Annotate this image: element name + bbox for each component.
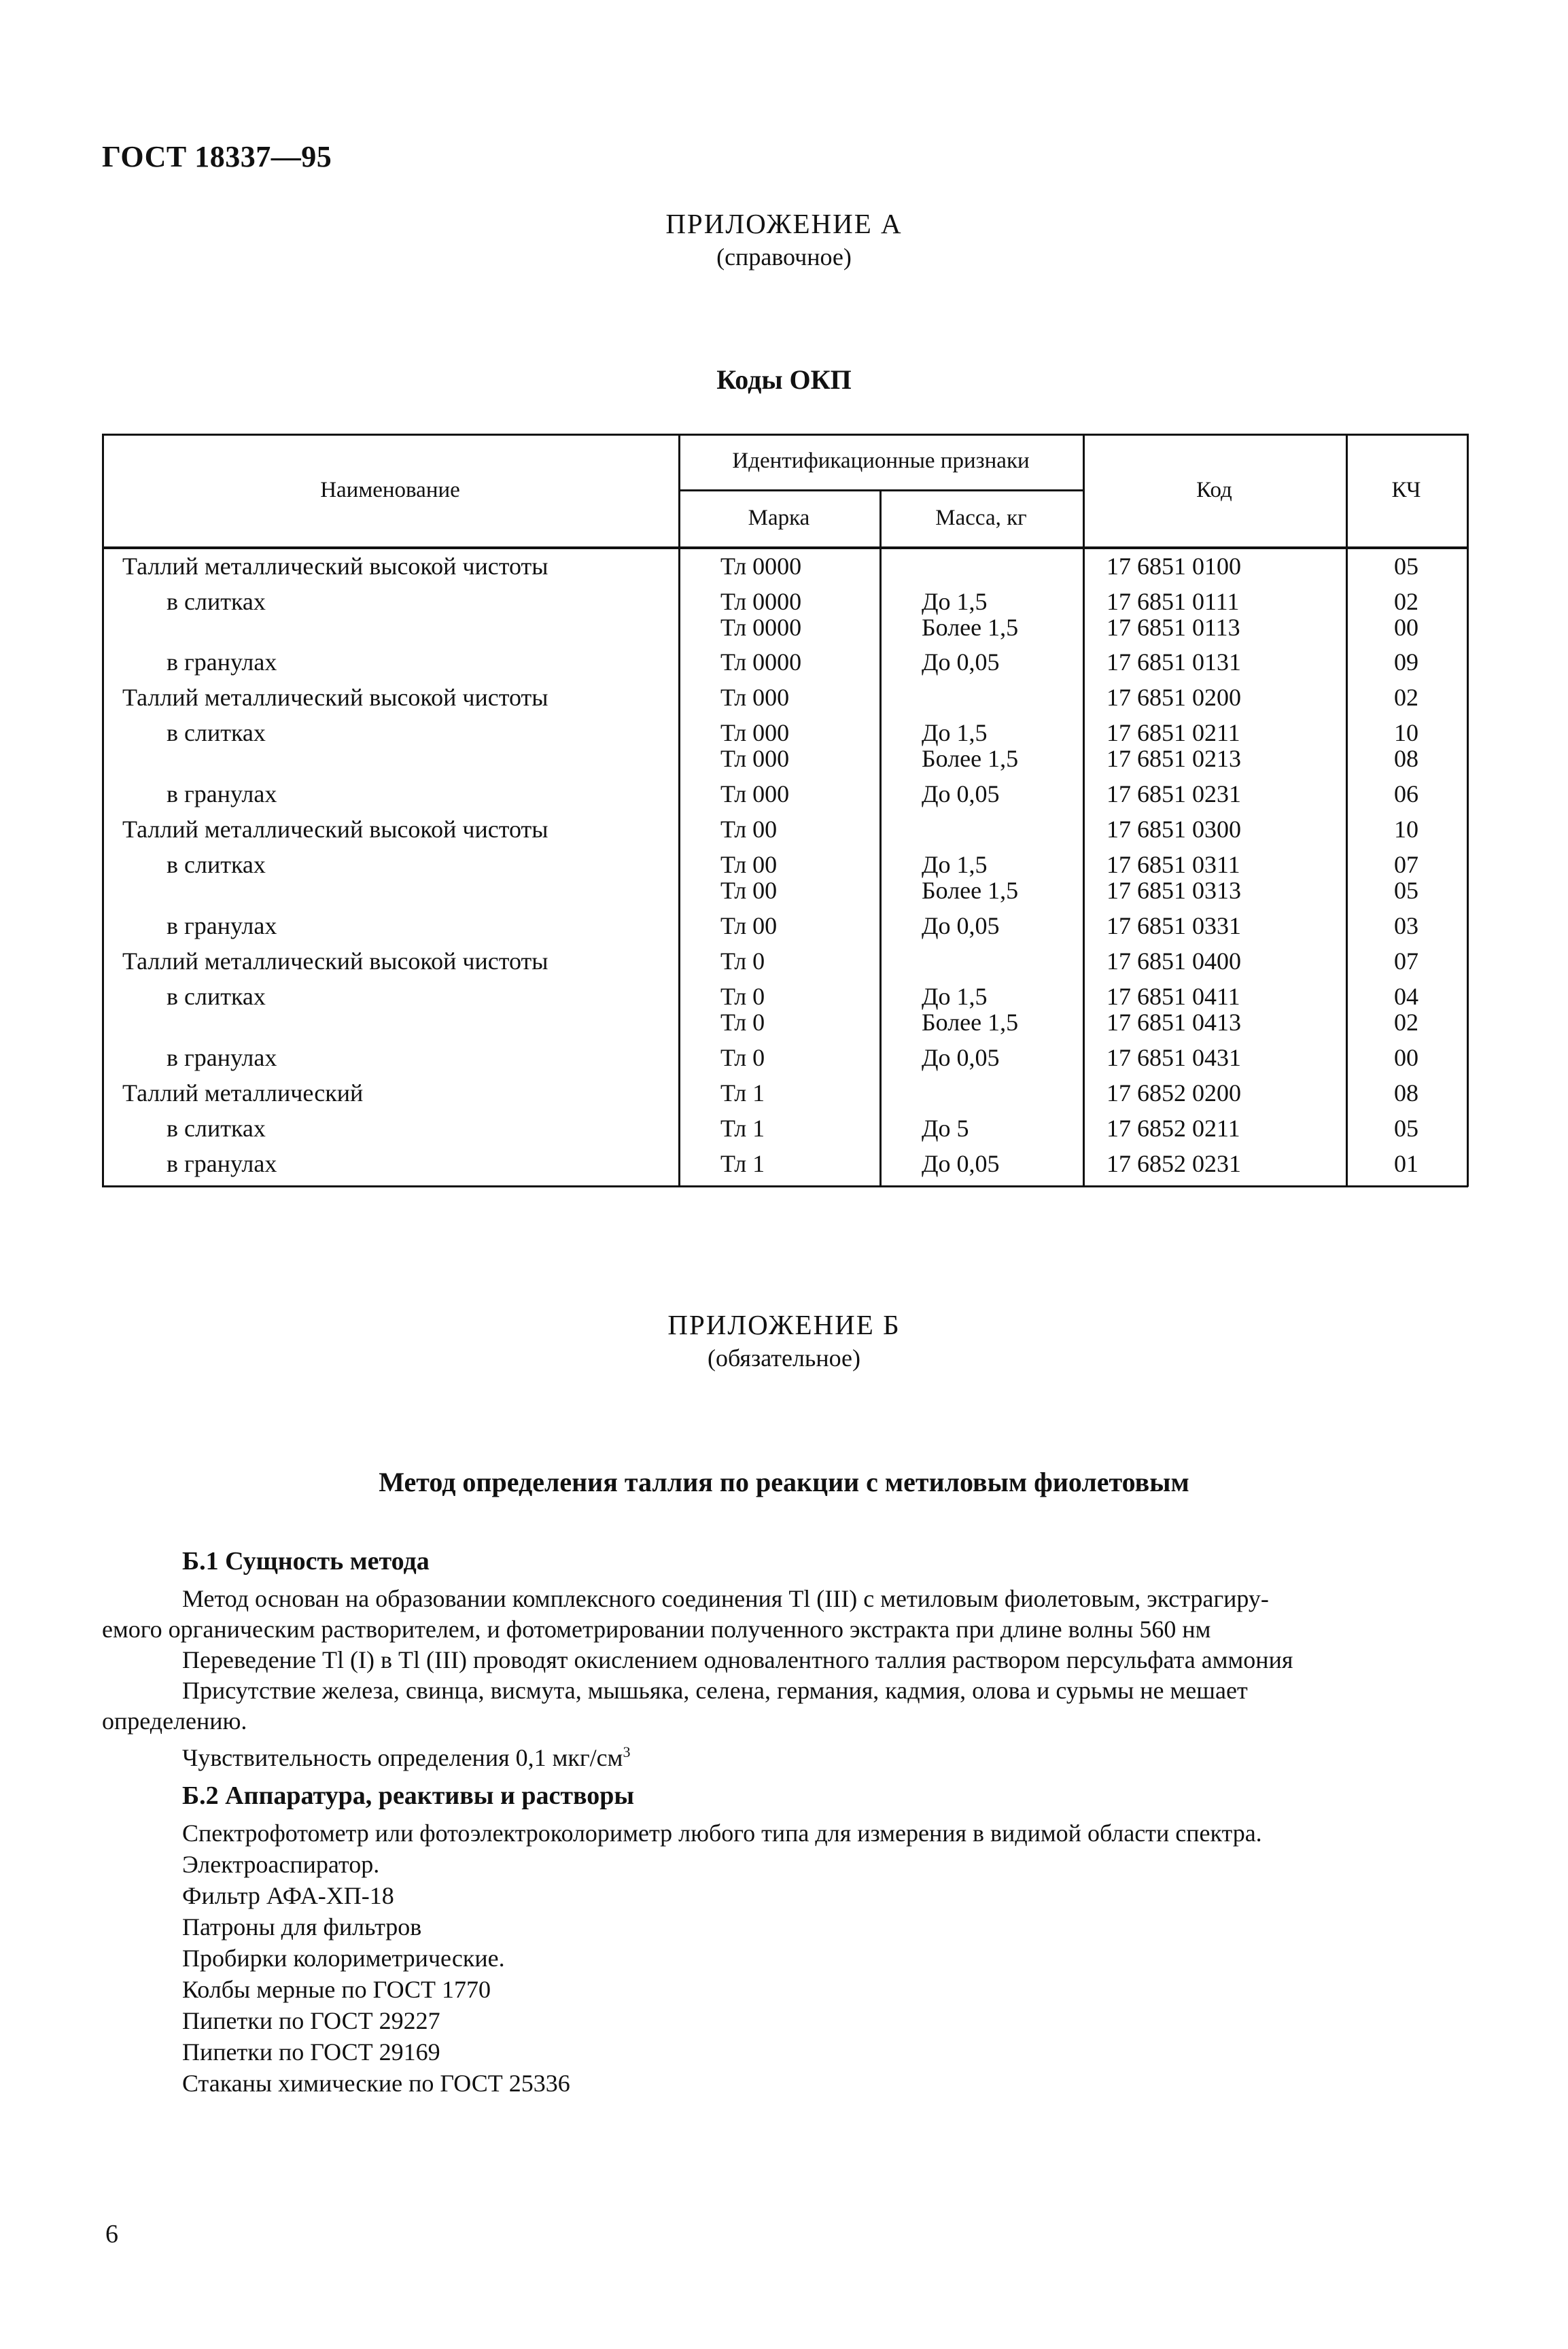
table-cell-mass: Более 1,5 (922, 745, 1019, 772)
table-cell-code: 17 6851 0431 (1107, 1044, 1241, 1071)
table-cell-kch: 07 (1394, 947, 1418, 975)
section-b1-p4 (182, 1737, 630, 1773)
section-b2-title: Б.2 Аппаратура, реактивы и растворы (182, 1781, 635, 1810)
table-cell-grade: Тл 1 (720, 1150, 765, 1177)
table-cell-mass: Более 1,5 (922, 877, 1019, 904)
table-cell-grade: Тл 0 (720, 947, 765, 975)
table-cell-mass: До 1,5 (922, 588, 988, 615)
table-cell-grade: Тл 0000 (720, 648, 802, 676)
table-cell-name: Таллий металлический (122, 1079, 364, 1107)
header-features: Идентификационные признаки (732, 449, 1030, 473)
table-right-border (1467, 434, 1469, 1187)
appendix-b-title: ПРИЛОЖЕНИЕ Б (667, 1309, 901, 1340)
page-number: 6 (105, 2220, 118, 2248)
table-cell-name: Таллий металлический высокой чистоты (122, 816, 548, 843)
table-cell-kch: 10 (1394, 816, 1418, 843)
section-b2-item: Пипетки по ГОСТ 29227 (182, 2007, 440, 2034)
section-b2-item: Электроаспиратор. (182, 1851, 380, 1878)
table-cell-kch: 02 (1394, 1009, 1418, 1036)
appendix-a-heading: Коды ОКП (716, 364, 852, 395)
section-b1-p1-line1: Метод основан на образовании комплексного соединения Tl (III) с метиловым фиолетовым, экстрагиру- (182, 1585, 1269, 1612)
section-b1-p1-line2: емого органическим растворителем, и фотометрировании полученного экстракта при длине волны 560 нм (102, 1616, 1211, 1643)
table-cell-name: в гранулах (167, 1150, 277, 1177)
table-cell-grade: Тл 000 (720, 684, 790, 711)
table-cell-grade: Тл 0000 (720, 553, 802, 580)
table-cell-kch: 08 (1394, 1079, 1418, 1107)
table-cell-kch: 02 (1394, 588, 1418, 615)
table-cell-name: Таллий металлический высокой чистоты (122, 684, 548, 711)
table-cell-code: 17 6851 0313 (1107, 877, 1241, 904)
table-top-border (102, 434, 1468, 436)
table-cell-kch: 09 (1394, 648, 1418, 676)
table-cell-kch: 00 (1394, 1044, 1418, 1071)
table-cell-grade: Тл 00 (720, 816, 778, 843)
header-name: Наименование (320, 478, 460, 502)
table-cell-kch: 05 (1394, 553, 1418, 580)
standard-id: ГОСТ 18337—95 (102, 140, 332, 173)
table-cell-code: 17 6852 0200 (1107, 1079, 1241, 1107)
table-cell-mass: До 1,5 (922, 983, 988, 1010)
section-b2-item: Пипетки по ГОСТ 29169 (182, 2038, 440, 2066)
table-cell-mass: До 0,05 (922, 780, 1000, 807)
table-cell-code: 17 6851 0211 (1107, 719, 1240, 746)
col-divider-code (1083, 434, 1085, 1187)
table-cell-kch: 05 (1394, 877, 1418, 904)
table-cell-grade: Тл 00 (720, 912, 778, 939)
header-code: Код (1196, 478, 1232, 502)
table-cell-grade: Тл 0 (720, 983, 765, 1010)
appendix-a-subtitle: (справочное) (716, 243, 852, 271)
table-cell-code: 17 6852 0231 (1107, 1150, 1241, 1177)
table-cell-name: Таллий металлический высокой чистоты (122, 553, 548, 580)
col-divider-mass (879, 489, 882, 1187)
section-b1-p3-line2: определению. (102, 1707, 247, 1735)
table-cell-code: 17 6851 0100 (1107, 553, 1241, 580)
section-b2-item: Фильтр АФА-ХП-18 (182, 1882, 394, 1909)
table-cell-code: 17 6851 0111 (1107, 588, 1240, 615)
table-cell-kch: 01 (1394, 1150, 1418, 1177)
table-cell-mass: До 1,5 (922, 851, 988, 878)
table-cell-code: 17 6852 0211 (1107, 1115, 1240, 1142)
table-cell-kch: 04 (1394, 983, 1418, 1010)
table-cell-code: 17 6851 0131 (1107, 648, 1241, 676)
section-b1-title: Б.1 Сущность метода (182, 1547, 430, 1576)
section-b1-p2: Переведение Tl (I) в Tl (III) проводят окислением одновалентного таллия раствором персульфата аммония (182, 1646, 1293, 1673)
table-cell-name: в слитках (167, 719, 266, 746)
table-cell-grade: Тл 0 (720, 1009, 765, 1036)
table-cell-kch: 10 (1394, 719, 1418, 746)
table-cell-mass: До 0,05 (922, 912, 1000, 939)
table-cell-mass: До 1,5 (922, 719, 988, 746)
table-cell-code: 17 6851 0231 (1107, 780, 1241, 807)
table-cell-code: 17 6851 0400 (1107, 947, 1241, 975)
appendix-a-header (0, 207, 1568, 271)
section-b2-item: Колбы мерные по ГОСТ 1770 (182, 1976, 491, 2003)
table-cell-code: 17 6851 0300 (1107, 816, 1241, 843)
table-cell-code: 17 6851 0411 (1107, 983, 1240, 1010)
section-b2-item: Пробирки колориметрические. (182, 1945, 505, 1972)
section-b1-p4-text: Чувствительность определения 0,1 мкг/см (182, 1744, 623, 1771)
col-divider-kch (1346, 434, 1348, 1187)
table-cell-name: в слитках (167, 1115, 266, 1142)
table-cell-name: Таллий металлический высокой чистоты (122, 947, 548, 975)
table-cell-name: в слитках (167, 588, 266, 615)
table-cell-grade: Тл 000 (720, 780, 790, 807)
table-cell-code: 17 6851 0200 (1107, 684, 1241, 711)
table-cell-grade: Тл 1 (720, 1115, 765, 1142)
appendix-b-heading: Метод определения таллия по реакции с метиловым фиолетовым (379, 1467, 1189, 1497)
table-cell-name: в гранулах (167, 1044, 277, 1071)
table-header-bottom-border (102, 546, 1468, 549)
appendix-a-title: ПРИЛОЖЕНИЕ А (665, 208, 903, 239)
table-cell-kch: 00 (1394, 614, 1418, 641)
table-cell-code: 17 6851 0413 (1107, 1009, 1241, 1036)
table-bottom-border (102, 1185, 1468, 1187)
table-cell-code: 17 6851 0213 (1107, 745, 1241, 772)
table-cell-grade: Тл 00 (720, 851, 778, 878)
header-mass: Масса, кг (935, 506, 1027, 530)
table-cell-mass: До 0,05 (922, 648, 1000, 676)
section-b2-item: Спектрофотометр или фотоэлектроколориметр любого типа для измерения в видимой области спектра. (182, 1820, 1262, 1847)
table-cell-name: в гранулах (167, 912, 277, 939)
table-cell-grade: Тл 000 (720, 719, 790, 746)
table-cell-grade: Тл 0000 (720, 588, 802, 615)
table-cell-mass: Более 1,5 (922, 1009, 1019, 1036)
table-cell-grade: Тл 0 (720, 1044, 765, 1071)
table-cell-code: 17 6851 0331 (1107, 912, 1241, 939)
table-cell-code: 17 6851 0113 (1107, 614, 1240, 641)
table-cell-kch: 02 (1394, 684, 1418, 711)
table-cell-code: 17 6851 0311 (1107, 851, 1240, 878)
table-cell-mass: До 0,05 (922, 1044, 1000, 1071)
section-b1-p4-sup: 3 (623, 1743, 631, 1760)
header-kch: КЧ (1391, 478, 1421, 502)
table-cell-mass: До 0,05 (922, 1150, 1000, 1177)
table-cell-name: в слитках (167, 851, 266, 878)
table-cell-kch: 07 (1394, 851, 1418, 878)
table-left-border (102, 434, 104, 1187)
table-cell-kch: 08 (1394, 745, 1418, 772)
table-cell-kch: 05 (1394, 1115, 1418, 1142)
table-cell-kch: 06 (1394, 780, 1418, 807)
table-cell-grade: Тл 0000 (720, 614, 802, 641)
col-divider-grade (678, 434, 680, 1187)
appendix-b-header (0, 1308, 1568, 1372)
section-b1-p3-line1: Присутствие железа, свинца, висмута, мышьяка, селена, германия, кадмия, олова и сурьмы не мешает (182, 1677, 1248, 1704)
table-cell-kch: 03 (1394, 912, 1418, 939)
table-cell-grade: Тл 00 (720, 877, 778, 904)
section-b2-item: Стаканы химические по ГОСТ 25336 (182, 2070, 570, 2097)
table-cell-grade: Тл 000 (720, 745, 790, 772)
table-cell-mass: Более 1,5 (922, 614, 1019, 641)
table-cell-mass: До 5 (922, 1115, 969, 1142)
table-cell-name: в гранулах (167, 780, 277, 807)
table-cell-name: в слитках (167, 983, 266, 1010)
okp-codes-table (102, 434, 1468, 1187)
appendix-b-subtitle: (обязательное) (708, 1344, 860, 1372)
table-cell-name: в гранулах (167, 648, 277, 676)
header-grade: Марка (748, 506, 810, 530)
table-cell-grade: Тл 1 (720, 1079, 765, 1107)
section-b2-item: Патроны для фильтров (182, 1913, 422, 1941)
